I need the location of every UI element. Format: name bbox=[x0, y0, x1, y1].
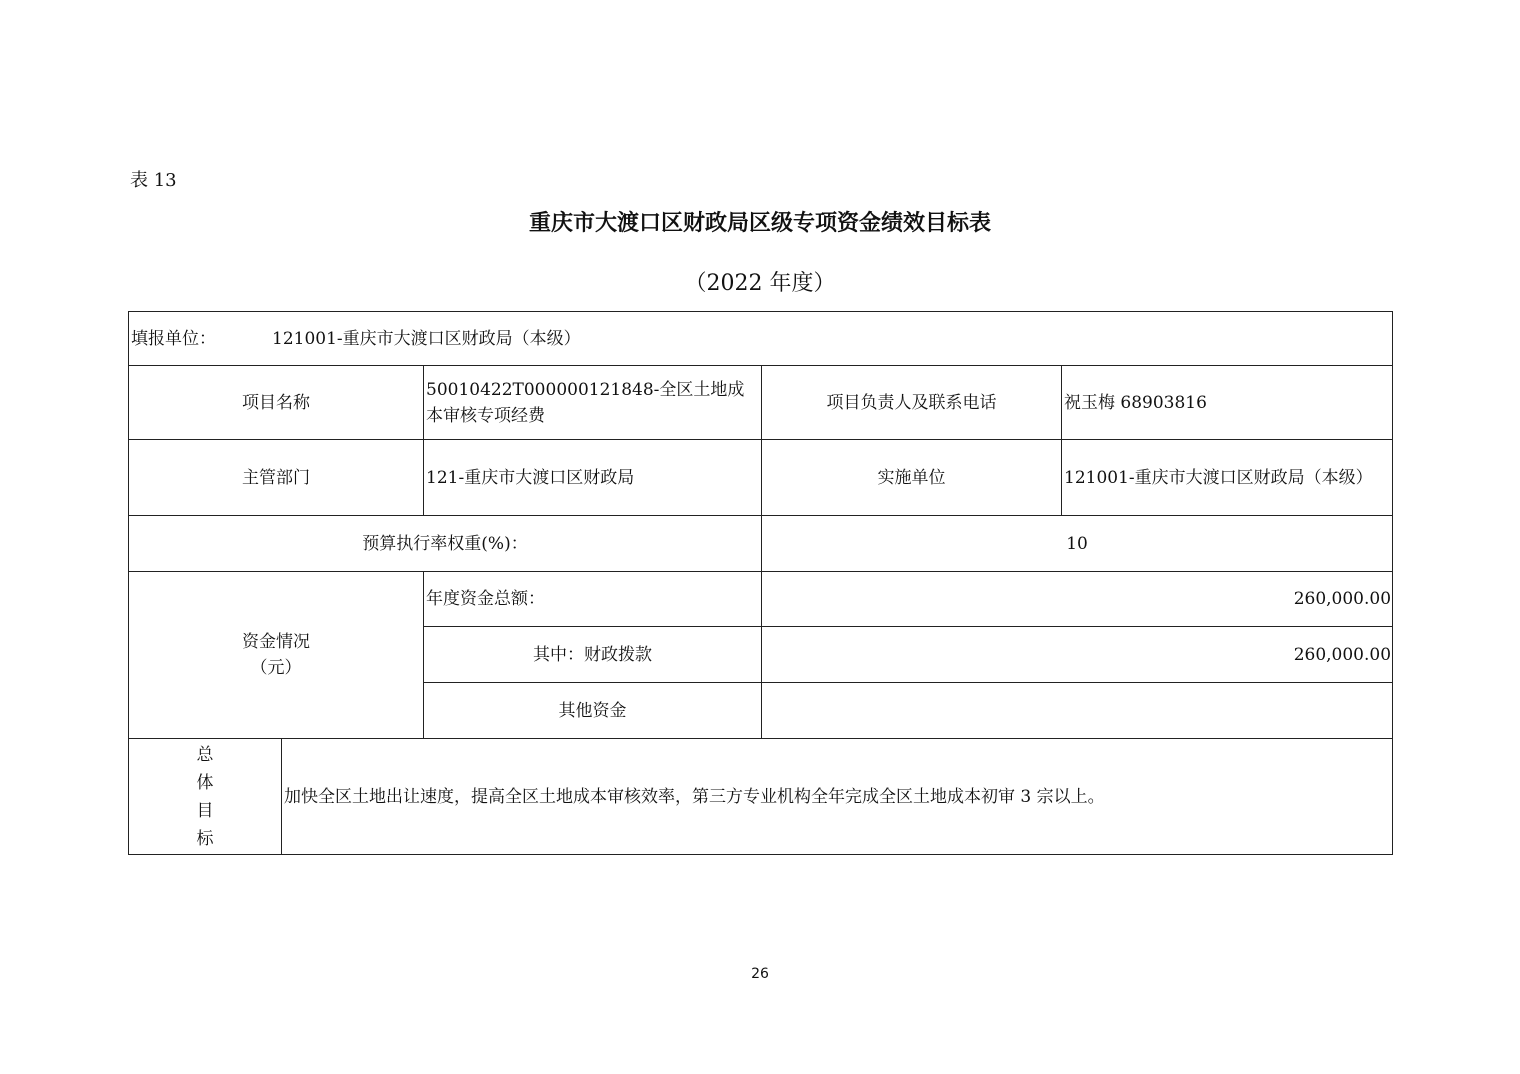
other-funds-label: 其他资金 bbox=[424, 683, 762, 739]
annual-total-label: 年度资金总额： bbox=[424, 572, 762, 627]
budget-weight-label: 预算执行率权重(%)： bbox=[129, 516, 762, 572]
annual-total-value: 260,000.00 bbox=[762, 572, 1393, 627]
goal-label-char: 标 bbox=[196, 828, 214, 849]
other-funds-value bbox=[762, 683, 1393, 739]
document-subtitle: （2022 年度） bbox=[684, 271, 836, 296]
project-contact-label: 项目负责人及联系电话 bbox=[762, 366, 1062, 440]
page-number: 26 bbox=[751, 966, 769, 982]
funding-label-line1: 资金情况 bbox=[242, 632, 310, 652]
goal-label-char: 总 bbox=[196, 744, 214, 765]
project-contact-value: 祝玉梅 68903816 bbox=[1062, 366, 1393, 440]
overall-goal-label bbox=[129, 739, 282, 855]
reporting-unit-label: 填报单位： bbox=[131, 328, 216, 349]
goal-label-char: 体 bbox=[196, 772, 214, 793]
department-value: 121-重庆市大渡口区财政局 bbox=[424, 440, 762, 516]
implementing-unit-label: 实施单位 bbox=[762, 440, 1062, 516]
document-title: 重庆市大渡口区财政局区级专项资金绩效目标表 bbox=[528, 210, 991, 236]
budget-weight-value: 10 bbox=[762, 516, 1393, 572]
reporting-unit-value: 121001-重庆市大渡口区财政局（本级） bbox=[272, 328, 581, 349]
fiscal-label: 其中：财政拨款 bbox=[424, 627, 762, 683]
goal-label-char: 目 bbox=[196, 800, 214, 821]
funding-label bbox=[129, 572, 424, 739]
fiscal-value: 260,000.00 bbox=[762, 627, 1393, 683]
funding-label-line2: （元） bbox=[250, 658, 302, 678]
table-number: 表 13 bbox=[130, 170, 177, 191]
implementing-unit-value: 121001-重庆市大渡口区财政局（本级） bbox=[1062, 440, 1393, 516]
performance-target-table bbox=[128, 311, 1393, 855]
project-name-label: 项目名称 bbox=[129, 366, 424, 440]
reporting-unit-row bbox=[129, 312, 1393, 366]
project-name-value: 50010422T000000121848-全区土地成本审核专项经费 bbox=[424, 366, 762, 440]
overall-goal-text: 加快全区土地出让速度，提高全区土地成本审核效率，第三方专业机构全年完成全区土地成本初审 3 宗以上。 bbox=[282, 739, 1393, 855]
department-label: 主管部门 bbox=[129, 440, 424, 516]
